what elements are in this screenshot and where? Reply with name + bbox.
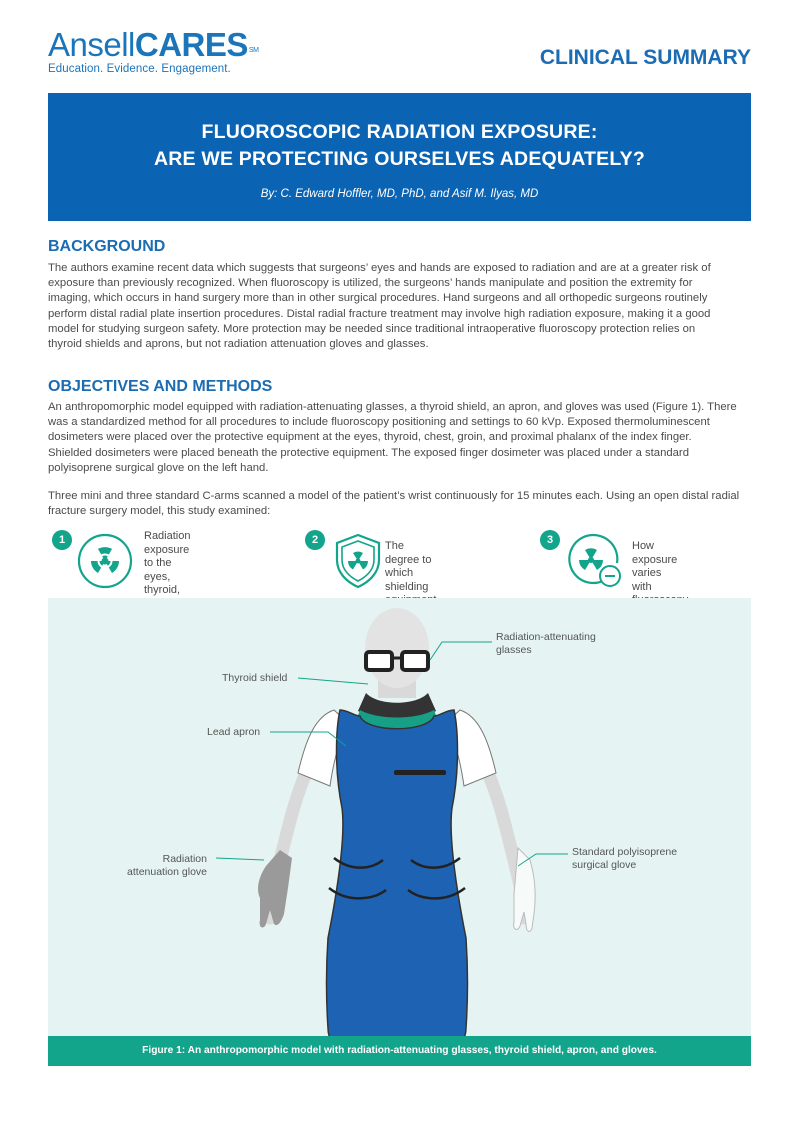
callout-text: Radiation-attenuating	[496, 631, 596, 643]
radiation-icon	[76, 532, 134, 590]
step-number-badge: 2	[305, 530, 325, 550]
logo-service-mark: SM	[248, 47, 259, 54]
title-line-2: ARE WE PROTECTING OURSELVES ADEQUATELY?	[153, 148, 645, 170]
objectives-paragraph-1	[48, 400, 753, 476]
title-line-1: FLUOROSCOPIC RADIATION EXPOSURE:	[201, 121, 598, 143]
callout-attenuation-glove	[120, 853, 207, 879]
background-line: perform distal radial plate insertion procedures. Distal radial fracture treatment may involve high radiation exposure, making it a good	[48, 307, 711, 320]
step-text-line: eyes, thyroid,	[144, 570, 181, 596]
background-line: The authors examine recent data which suggests that surgeons’ eyes and hands are exposed to radiation and are at a greater risk of	[48, 262, 711, 274]
step-text-line: The degree to which	[385, 540, 432, 579]
step-text-line: Radiation exposure to the	[144, 530, 191, 569]
shield-radiation-icon	[329, 532, 387, 590]
callout-text: attenuation glove	[127, 866, 207, 878]
step-number-badge: 3	[540, 530, 560, 550]
logo-text-cares: CARES	[134, 26, 248, 63]
objectives-line: Three mini and three standard C-arms scanned a model of the patient’s wrist continuously for 15 minutes each. Using an open distal radial	[48, 490, 740, 502]
callout-lead-apron	[207, 726, 260, 739]
title-banner	[48, 93, 751, 221]
background-line: model for studying surgeon safety. More protection may be needed since traditional intraoperative fluoroscopy protection relies on	[48, 322, 696, 335]
callout-thyroid-shield	[222, 672, 287, 685]
logo-text-ansell: Ansell	[48, 26, 135, 63]
objectives-line: polyisoprene surgical glove on the left hand.	[48, 461, 269, 474]
objectives-line: dosimeters were placed over the protective equipment at the eyes, thyroid, chest, groin, and proximal phalanx of the index finger.	[48, 431, 692, 444]
background-heading: BACKGROUND	[48, 238, 166, 255]
background-line: exposure than previously recognized. When fluoroscopy is utilized, the surgeons’ hands manipulate and position the extremity for	[48, 277, 693, 290]
authors-byline: By: C. Edward Hoffler, MD, PhD, and Asif M. Ilyas, MD	[260, 188, 539, 200]
callout-surgical-glove	[572, 846, 677, 872]
document-type-label: CLINICAL SUMMARY	[539, 46, 751, 69]
objectives-paragraph-2	[48, 489, 753, 519]
objectives-line: fracture surgery model, this study examined:	[48, 505, 271, 518]
objectives-line: Shielded dosimeters were placed beneath the protective equipment. The exposed finger dosimeter was placed under a standard	[48, 446, 689, 459]
background-line: imaging, which occurs in hand surgery more than in other surgical procedures. Hand surgeons and all orthopedic surgeons routinely	[48, 292, 708, 305]
callout-text: Lead apron	[207, 726, 261, 738]
background-paragraph	[48, 261, 753, 352]
callout-text: Radiation	[162, 853, 207, 865]
callout-text: Thyroid shield	[222, 672, 288, 684]
ansell-cares-logo	[48, 28, 258, 75]
step-number-badge: 1	[52, 530, 72, 550]
logo-tagline: Education. Evidence. Engagement.	[48, 63, 231, 75]
objectives-line: An anthropomorphic model equipped with radiation-attenuating glasses, a thyroid shield, an apron, and gloves was used (Figure 1). There	[48, 401, 737, 413]
radiation-minus-icon	[564, 532, 622, 590]
callout-text: Standard polyisoprene	[572, 846, 678, 858]
step-text-line: with	[632, 580, 652, 593]
objectives-heading: OBJECTIVES AND METHODS	[48, 378, 273, 395]
background-line: thyroid shields and aprons, but not radiation attenuation gloves and glasses.	[48, 338, 429, 351]
figure-caption: Figure 1: An anthropomorphic model with radiation-attenuating glasses, thyroid shield, apron, and gloves.	[48, 1036, 751, 1066]
mannequin-illustration	[48, 598, 751, 1066]
page-title	[48, 119, 751, 173]
objectives-line: was a standardized method for all procedures to include fluoroscopy positioning and settings to 60 kVp. Exposed thermoluminescent	[48, 416, 710, 429]
callout-glasses	[496, 631, 596, 657]
step-text-line: shielding	[385, 580, 429, 593]
step-text-line: How exposure varies	[632, 540, 678, 579]
callout-text: surgical glove	[572, 859, 637, 871]
figure-1	[48, 598, 751, 1066]
callout-text: glasses	[496, 644, 532, 656]
